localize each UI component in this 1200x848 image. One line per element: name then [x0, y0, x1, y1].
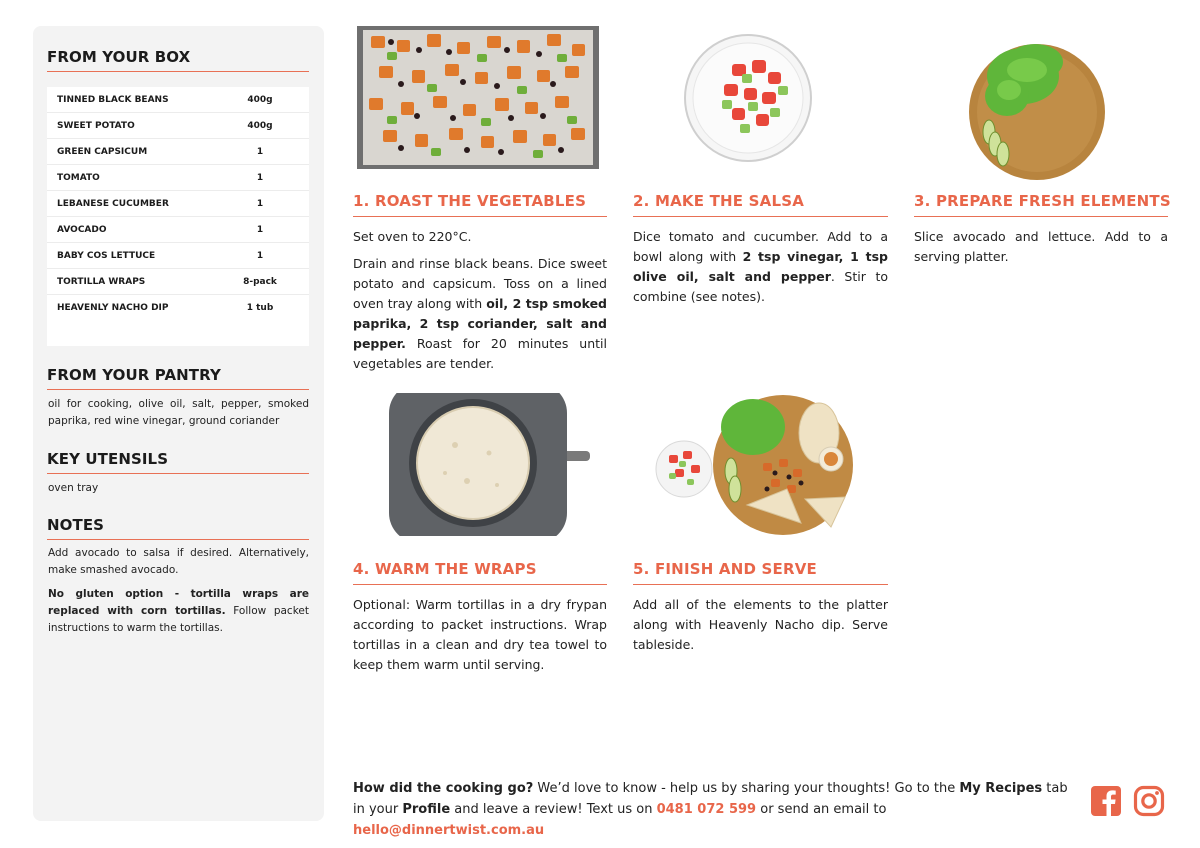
divider: [47, 389, 309, 390]
step-4-instructions: [353, 595, 607, 682]
divider: [47, 71, 309, 72]
ingredient-name: LEBANESE CUCUMBER: [57, 198, 169, 209]
step-4-paragraph: Optional: Warm tortillas in a dry frypan according to packet instructions. Wrap tortillas in a clean and dry tea towel to keep them warm until serving.: [353, 597, 607, 672]
footer-text: tab in your: [353, 781, 1068, 817]
notes-text-2: [48, 586, 309, 637]
fresh-elements-photo: [965, 40, 1115, 182]
email-link[interactable]: hello@dinnertwist.com.au: [353, 823, 545, 838]
ingredient-qty: 8-pack: [243, 276, 277, 287]
ingredient-qty: 1: [256, 198, 264, 209]
instagram-icon[interactable]: [1133, 785, 1165, 817]
divider: [353, 216, 607, 217]
step-1-text: Roast for 20 minutes until vegetables are tender.: [353, 336, 607, 371]
ingredient-row: [47, 295, 309, 321]
ingredient-row: [47, 87, 309, 113]
step-3-title: 3. PREPARE FRESH ELEMENTS: [914, 192, 1171, 210]
ingredients-sidebar: [33, 26, 324, 821]
ingredient-name: AVOCADO: [57, 224, 107, 235]
utensils-text: oven tray: [48, 482, 99, 494]
step-2-paragraph: [633, 227, 888, 307]
gluten-option-bold: No gluten option - tortilla wraps are replaced with corn tortillas.: [48, 588, 309, 617]
divider: [47, 473, 309, 474]
ingredient-qty: 1: [256, 146, 264, 157]
ingredient-qty: 1: [256, 250, 264, 261]
step-1-bold-ingredients: oil, 2 tsp smoked paprika, 2 tsp coriander, salt and pepper.: [353, 296, 607, 351]
step-5-paragraph: Add all of the elements to the platter along with Heavenly Nacho dip. Serve tableside.: [633, 597, 888, 652]
step-1-instructions: [353, 227, 607, 381]
ingredient-row: [47, 217, 309, 243]
step-1-paragraph: [353, 254, 607, 374]
facebook-icon[interactable]: [1090, 785, 1122, 817]
step-2-text: . Stir to combine (see notes).: [633, 269, 888, 304]
step-1-title: 1. ROAST THE VEGETABLES: [353, 192, 587, 210]
step-2-title: 2. MAKE THE SALSA: [633, 192, 805, 210]
my-recipes-link[interactable]: My Recipes: [959, 781, 1043, 796]
step-1-paragraph: Set oven to 220°C.: [353, 229, 472, 244]
divider: [914, 216, 1168, 217]
from-your-box-heading: FROM YOUR BOX: [47, 48, 191, 66]
divider: [47, 539, 309, 540]
divider: [353, 584, 607, 585]
gluten-option-rest: Follow packet instructions to warm the tortillas.: [48, 605, 309, 634]
step-2-text: Dice tomato and cucumber. Add to a bowl along with: [633, 229, 888, 264]
box-ingredients-table: [47, 87, 309, 346]
divider: [633, 584, 888, 585]
ingredient-name: SWEET POTATO: [57, 120, 135, 131]
step-5-title: 5. FINISH AND SERVE: [633, 560, 817, 578]
ingredient-row: [47, 165, 309, 191]
roast-vegetables-photo: [357, 26, 599, 169]
step-4-title: 4. WARM THE WRAPS: [353, 560, 537, 578]
pantry-text: oil for cooking, olive oil, salt, pepper, smoked paprika, red wine vinegar, ground coriander: [48, 398, 309, 427]
ingredient-name: TORTILLA WRAPS: [57, 276, 146, 287]
footer-question: How did the cooking go?: [353, 781, 534, 796]
ingredient-qty: 1: [256, 224, 264, 235]
ingredient-row: [47, 269, 309, 295]
key-utensils-heading: KEY UTENSILS: [47, 450, 169, 468]
from-your-pantry-heading: FROM YOUR PANTRY: [47, 366, 221, 384]
ingredient-name: TINNED BLACK BEANS: [57, 94, 169, 105]
warm-wraps-photo: [385, 393, 590, 536]
notes-heading: NOTES: [47, 516, 105, 534]
profile-link[interactable]: Profile: [402, 802, 451, 817]
ingredient-qty: 400g: [247, 94, 273, 105]
step-5-instructions: [633, 595, 888, 662]
finish-and-serve-photo: [655, 393, 865, 536]
ingredient-name: HEAVENLY NACHO DIP: [57, 303, 169, 313]
step-2-instructions: [633, 227, 888, 314]
ingredient-row: [47, 139, 309, 165]
ingredient-name: GREEN CAPSICUM: [57, 146, 148, 157]
footer-text: or send an email to: [756, 802, 887, 817]
step-3-paragraph: Slice avocado and lettuce. Add to a serving platter.: [914, 229, 1168, 264]
ingredient-row: [47, 191, 309, 217]
ingredient-qty: 400g: [247, 120, 273, 131]
footer-text: We’d love to know - help us by sharing your thoughts! Go to the: [533, 781, 960, 796]
salsa-bowl-photo: [682, 26, 814, 171]
feedback-footer: [353, 778, 1078, 841]
ingredient-row: [47, 243, 309, 269]
footer-text: and leave a review! Text us on: [450, 802, 657, 817]
ingredient-name: BABY COS LETTUCE: [57, 250, 156, 261]
ingredient-row: [47, 113, 309, 139]
notes-text-1: Add avocado to salsa if desired. Alternatively, make smashed avocado.: [48, 547, 309, 576]
ingredient-qty: 1: [256, 172, 264, 183]
phone-number-link[interactable]: 0481 072 599: [656, 802, 757, 817]
ingredient-qty: 1 tub: [246, 303, 274, 313]
ingredient-name: TOMATO: [57, 172, 100, 183]
step-3-instructions: [914, 227, 1168, 274]
step-1-text: Drain and rinse black beans. Dice sweet potato and capsicum. Toss on a lined oven tray along with: [353, 256, 607, 311]
divider: [633, 216, 888, 217]
step-2-bold-ingredients: 2 tsp vinegar, 1 tsp olive oil, salt and pepper: [633, 249, 888, 284]
